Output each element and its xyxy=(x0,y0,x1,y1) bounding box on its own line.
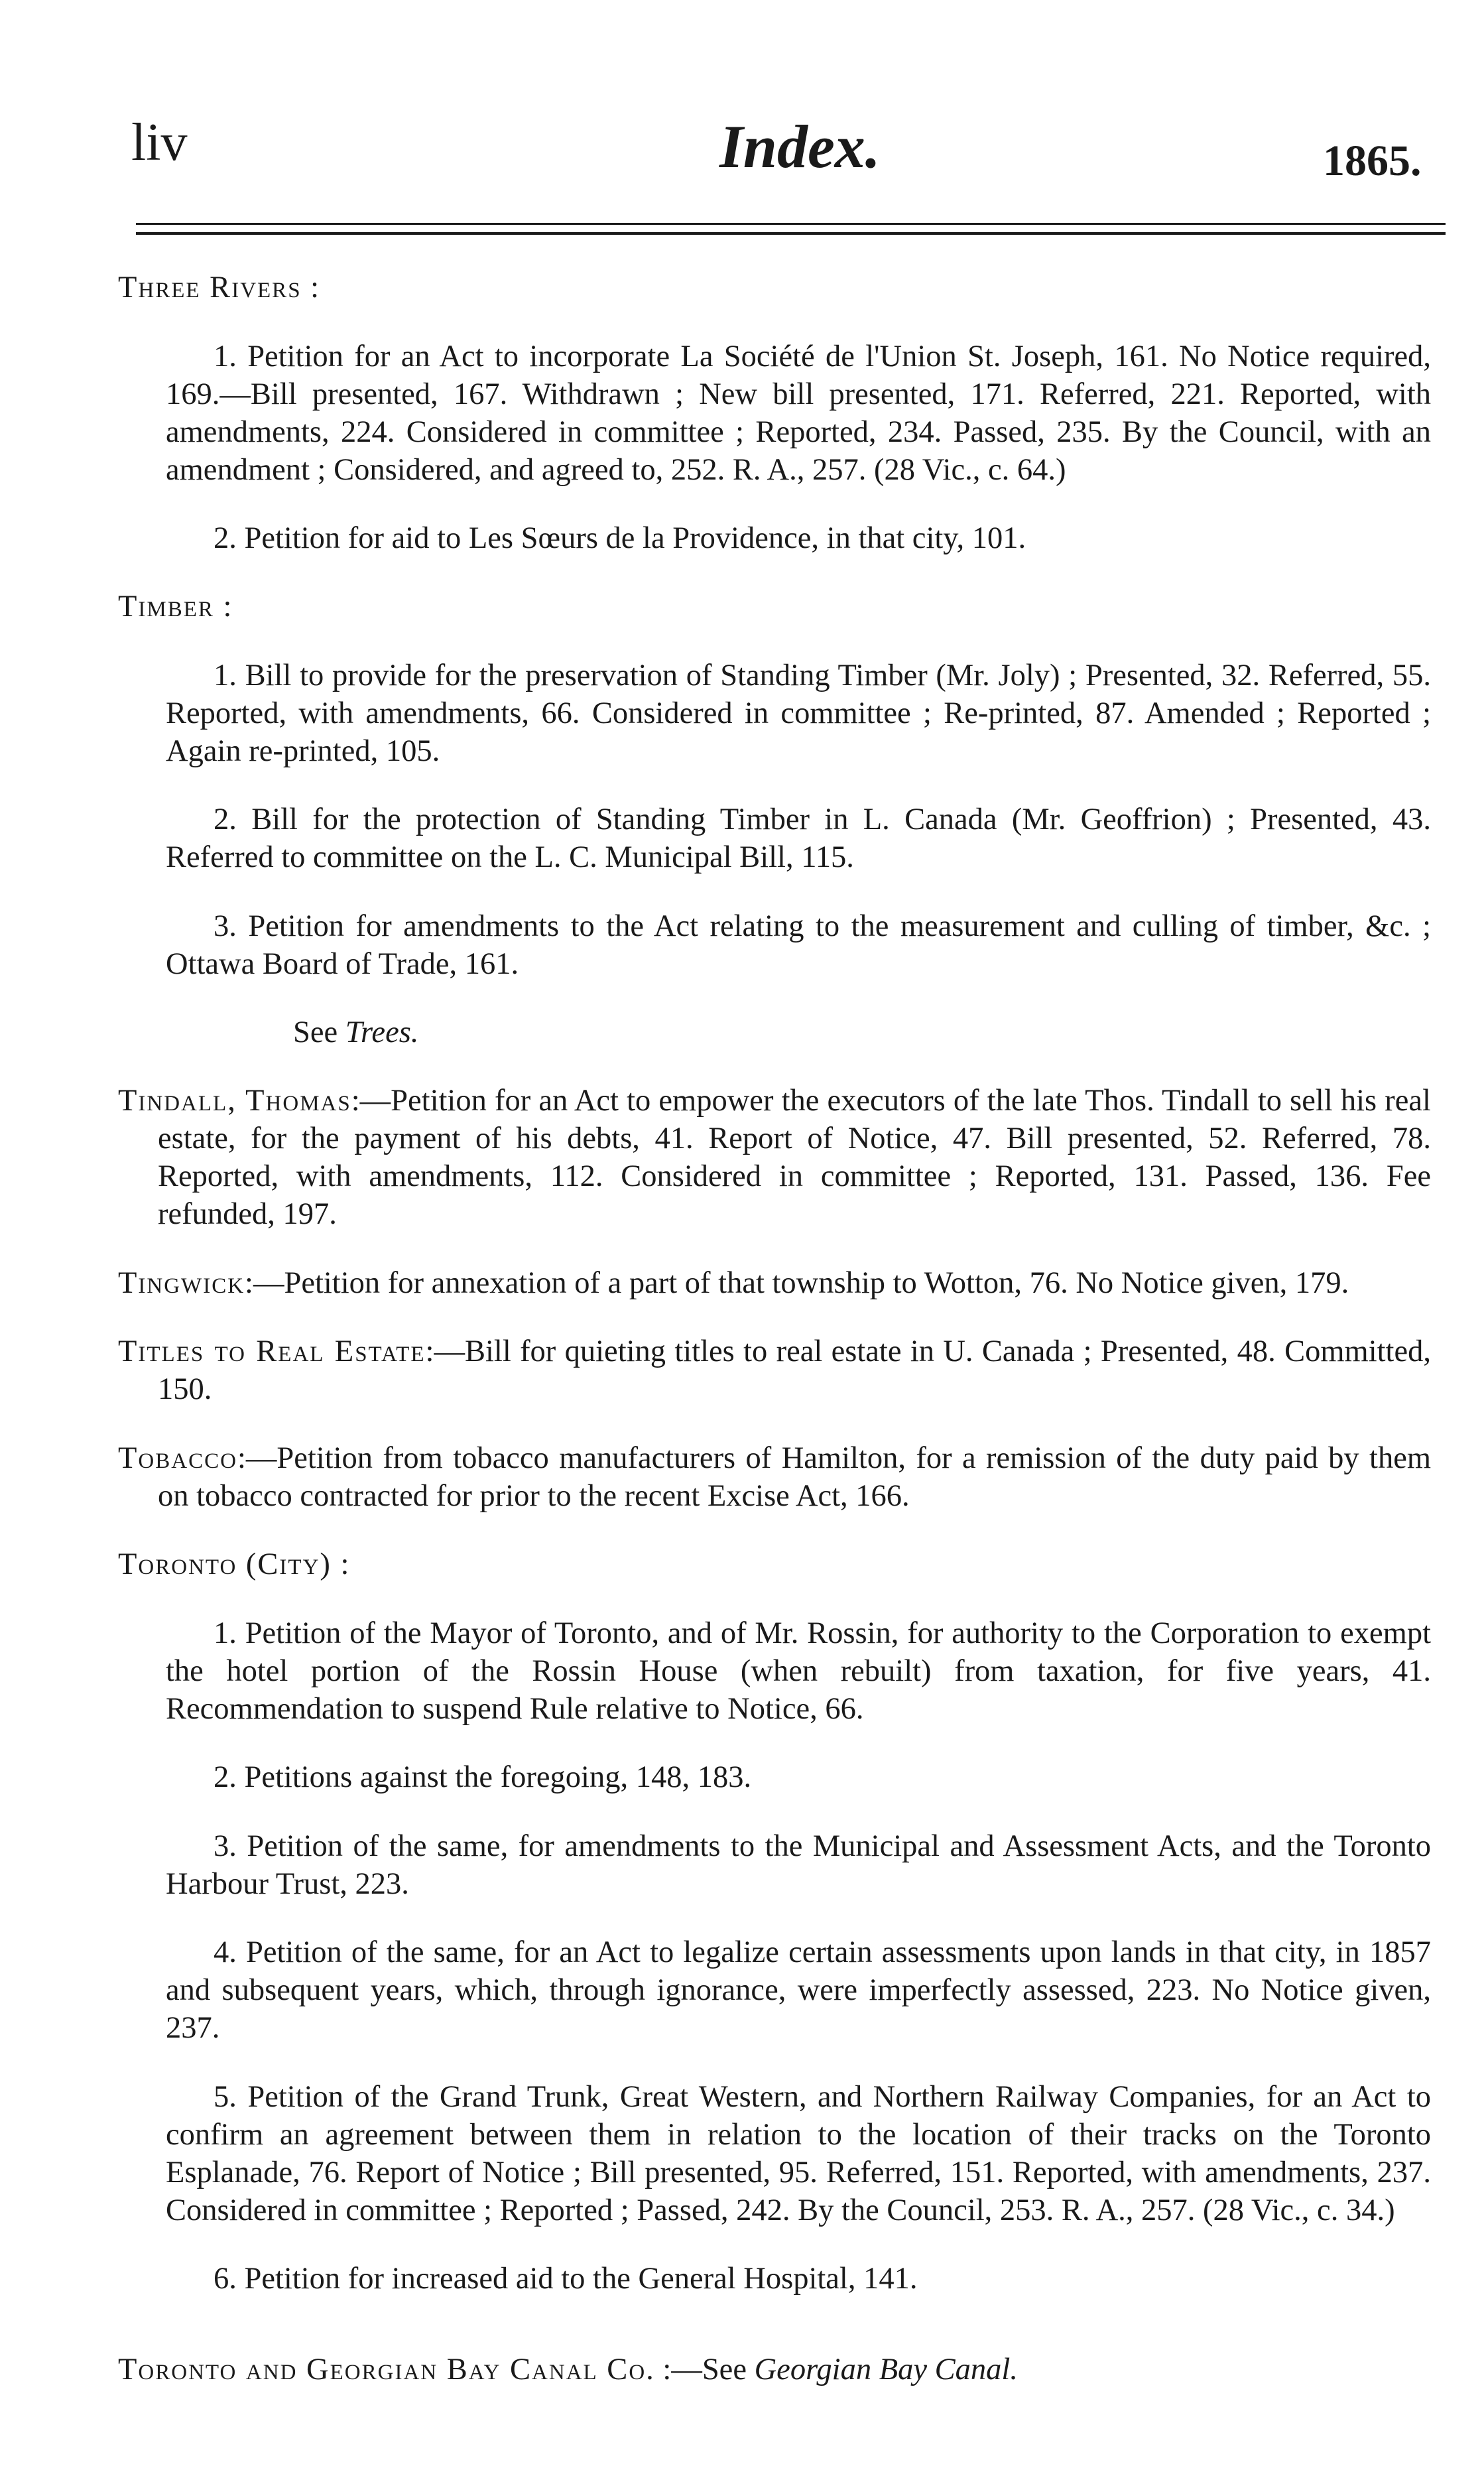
toronto-item-5: 5. Petition of the Grand Trunk, Great Western, and Northern Railway Companies, for an Act to confirm an agreement between them in relation to the location of their tracks on the Toronto Esplanade, 76. Report of Notice ; Bill presented, 95. Referred, 151. Reported, with amendments, 237. Considered in committee ; Reported ; Passed, 242. By the Council, 253. R. A., 257. (28 Vic., c. 34.) xyxy=(166,2079,1431,2227)
entry-heading: Titles to Real Estate xyxy=(118,1335,426,1368)
page-title: Index. xyxy=(719,113,881,180)
heading-timber: Timber : xyxy=(118,590,233,623)
entry-text: :—Bill for quieting titles to real estate in U. Canada ; Presented, 48. Committed, 150. xyxy=(158,1335,1431,1406)
entry-tingwick xyxy=(118,1264,1431,1302)
entry-heading: Tingwick xyxy=(118,1266,245,1300)
header-rule-thick xyxy=(136,232,1446,235)
index-body xyxy=(118,269,1431,2420)
entry-tindall xyxy=(118,1082,1431,1233)
entry-titles xyxy=(118,1333,1431,1408)
heading-three-rivers: Three Rivers : xyxy=(118,271,321,304)
entry-tobacco xyxy=(118,1439,1431,1515)
entry-heading: Tobacco xyxy=(118,1441,237,1475)
timber-item-1: 1. Bill to provide for the preservation of Standing Timber (Mr. Joly) ; Presented, 32. Referred, 55. Reported, with amendments, 66. Considered in committee ; Re-printed, 87. Amended ; Reported ; Again re-printed, 105. xyxy=(166,658,1431,768)
entry-text: :—Petition for an Act to empower the executors of the late Thos. Tindall to sell his real estate, for the payment of his debts, 41. Report of Notice, 47. Bill presented, 52. Referred, 78. Reported, with amendments, 112. Considered in committee ; Reported, 131. Passed, 136. Fee refunded, 197. xyxy=(158,1084,1431,1231)
three-rivers-item-2: 2. Petition for aid to Les Sœurs de la Providence, in that city, 101. xyxy=(214,521,1026,555)
page-number: liv xyxy=(131,113,188,172)
heading-toronto: Toronto (City) : xyxy=(118,1547,351,1581)
entry-toronto-georgian-bay xyxy=(118,2351,1431,2388)
entry-heading: Toronto and Georgian Bay Canal Co. xyxy=(118,2353,655,2386)
entry-text: :—See xyxy=(662,2353,747,2386)
header-rule-thin xyxy=(136,223,1446,225)
timber-see-reference xyxy=(293,1013,1431,1051)
timber-item-2: 2. Bill for the protection of Standing Timber in L. Canada (Mr. Geoffrion) ; Presented, 43. Referred to committee on the L. C. Municipal Bill, 115. xyxy=(166,803,1431,874)
see-ref: Trees. xyxy=(345,1015,419,1049)
toronto-item-2: 2. Petitions against the foregoing, 148, 183. xyxy=(214,1760,752,1794)
entry-text: :—Petition from tobacco manufacturers of Hamilton, for a remission of the duty paid by them on tobacco contracted for prior to the recent Excise Act, 166. xyxy=(158,1441,1431,1513)
toronto-item-3: 3. Petition of the same, for amendments to the Municipal and Assessment Acts, and the Toronto Harbour Trust, 223. xyxy=(166,1829,1431,1901)
toronto-item-6: 6. Petition for increased aid to the General Hospital, 141. xyxy=(214,2262,918,2296)
entry-text: :—Petition for annexation of a part of that township to Wotton, 76. No Notice given, 179. xyxy=(245,1266,1349,1300)
see-prefix: See xyxy=(293,1015,338,1049)
page-year: 1865. xyxy=(1323,137,1422,185)
entry-see-ref: Georgian Bay Canal. xyxy=(754,2353,1018,2386)
timber-item-3: 3. Petition for amendments to the Act relating to the measurement and culling of timber, &c. ; Ottawa Board of Trade, 161. xyxy=(166,909,1431,981)
toronto-item-1: 1. Petition of the Mayor of Toronto, and of Mr. Rossin, for authority to the Corporation to exempt the hotel portion of the Rossin House (when rebuilt) from taxation, for five years, 41. Recommendation to suspend Rule relative to Notice, 66. xyxy=(166,1616,1431,1726)
entry-heading: Tindall, Thomas xyxy=(118,1084,351,1118)
toronto-item-4: 4. Petition of the same, for an Act to legalize certain assessments upon lands in that city, in 1857 and subsequent years, which, through ignorance, were imperfectly assessed, 223. No Notice given, 237. xyxy=(166,1935,1431,2045)
three-rivers-item-1: 1. Petition for an Act to incorporate La Société de l'Union St. Joseph, 161. No Notice required, 169.—Bill presented, 167. Withdrawn ; New bill presented, 171. Referred, 221. Reported, with amendments, 224. Considered in committee ; Reported, 234. Passed, 235. By the Council, with an amendment ; Considered, and agreed to, 252. R. A., 257. (28 Vic., c. 64.) xyxy=(166,339,1431,487)
